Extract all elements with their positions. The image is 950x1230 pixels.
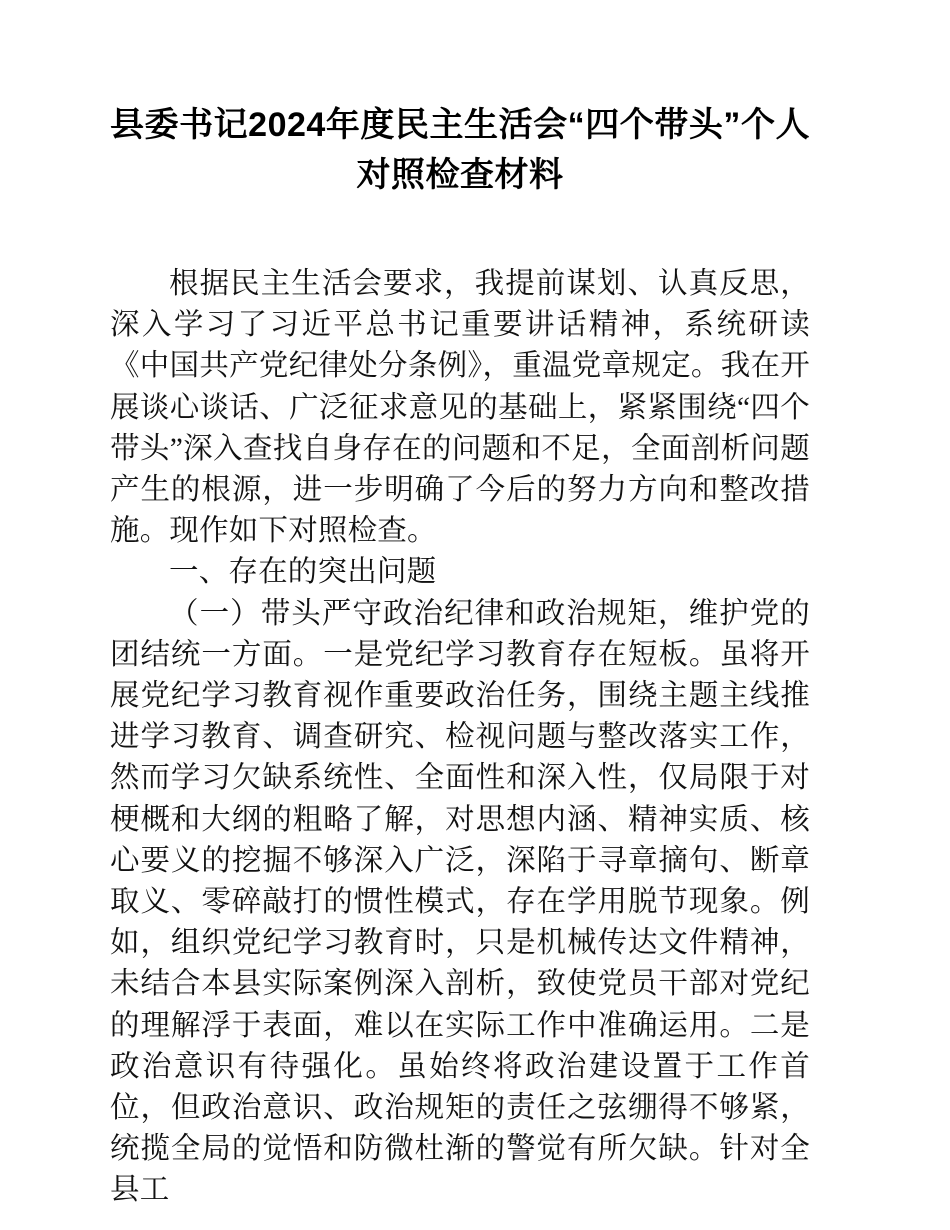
paragraph-subsection-1-1: （一）带头严守政治纪律和政治规矩，维护党的团结统一方面。一是党纪学习教育存在短板。虽将开展党纪学习教育视作重要政治任务，围绕主题主线推进学习教育、调查研究、检视问题与整改落实工作，然而学习欠缺系统性、全面性和深入性，仅局限于对梗概和大纲的粗略了解，对思想内涵、精神实质、核心要义的挖掘不够深入广泛，深陷于寻章摘句、断章取义、零碎敲打的惯性模式，存在学用脱节现象。例如，组织党纪学习教育时，只是机械传达文件精神，未结合本县实际案例深入剖析，致使党员干部对党纪的理解浮于表面，难以在实际工作中准确运用。二是政治意识有待强化。虽始终将政治建设置于工作首位，但政治意识、政治规矩的责任之弦绷得不够紧，统揽全局的觉悟和防微杜渐的警觉有所欠缺。针对全县工 (110, 597, 810, 1207)
section-heading-1: 一、存在的突出问题 (169, 556, 437, 589)
title-body-spacer (110, 200, 810, 264)
document-content (110, 100, 810, 1212)
page-title: 县委书记2024年度民主生活会“四个带头”个人对照检查材料 (110, 106, 810, 194)
paragraph-intro: 根据民主生活会要求，我提前谋划、认真反思，深入学习了习近平总书记重要讲话精神，系统研读《中国共产党纪律处分条例》，重温党章规定。我在开展谈心谈话、广泛征求意见的基础上，紧紧围绕“四个带头”深入查找自身存在的问题和不足，全面剖析问题产生的根源，进一步明确了今后的努力方向和整改措施。现作如下对照检查。 (110, 268, 810, 548)
